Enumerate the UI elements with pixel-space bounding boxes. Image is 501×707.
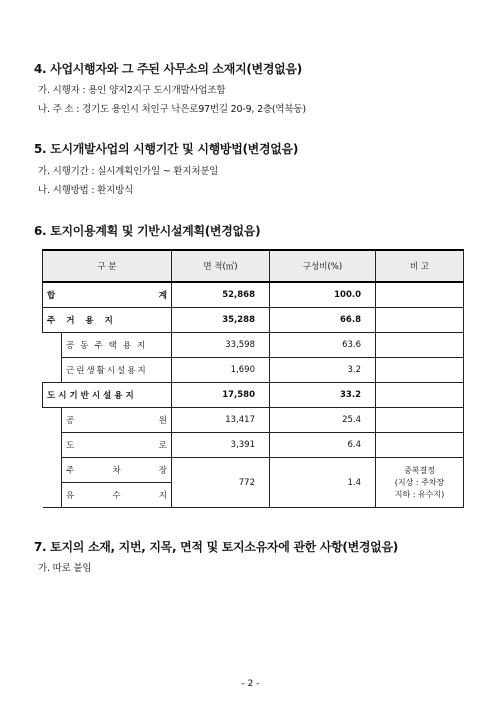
- park-label-b: 원: [158, 416, 167, 426]
- total-ratio: 100.0: [270, 282, 376, 308]
- section-4-line-1: 가. 시행자 : 용인 양지2지구 도시개발사업조합: [38, 85, 226, 96]
- table-row-road: [43, 433, 464, 458]
- infra-remarks: [376, 383, 464, 408]
- road-area: 3,391: [172, 433, 270, 458]
- residential-remarks: [376, 308, 464, 333]
- road-label: [62, 433, 172, 458]
- residential-area: 35,288: [172, 308, 270, 333]
- neighborhood-area: 1,690: [172, 358, 270, 383]
- note-line-1: 중복결정: [404, 465, 435, 475]
- reservoir-label-b: 수: [112, 491, 121, 501]
- section-6-title: 6. 토지이용계획 및 기반시설계획(변경없음): [34, 224, 261, 238]
- table-row-housing: [43, 333, 464, 358]
- park-ratio: 25.4: [270, 408, 376, 433]
- park-label: [62, 408, 172, 433]
- residential-label: 주거용지: [43, 308, 172, 333]
- table-row-parking: [43, 458, 464, 483]
- reservoir-label: [62, 483, 172, 508]
- header-area: 면 적(㎡): [172, 250, 270, 282]
- total-label: [43, 282, 172, 308]
- infra-area: 17,580: [172, 383, 270, 408]
- table-row-infrastructure: [43, 383, 464, 408]
- total-label-a: 합: [47, 291, 56, 301]
- section-7-title: 7. 토지의 소재, 지번, 지목, 면적 및 토지소유자에 관한 사항(변경없음): [34, 540, 398, 554]
- header-ratio: 구성비(%): [270, 250, 376, 282]
- table-header-row: [43, 250, 464, 282]
- section-5-line-1: 가. 시행기간 : 실시계획인가일 ~ 환지처분일: [38, 166, 219, 177]
- park-area: 13,417: [172, 408, 270, 433]
- header-category: 구 분: [43, 250, 172, 282]
- table-row-total: [43, 282, 464, 308]
- road-remarks: [376, 433, 464, 458]
- road-ratio: 6.4: [270, 433, 376, 458]
- parking-reservoir-note: [376, 458, 464, 508]
- parking-label-b: 차: [112, 466, 121, 476]
- table-row-residential: [43, 308, 464, 333]
- section-5-title: 5. 도시개발사업의 시행기간 및 시행방법(변경없음): [34, 142, 299, 156]
- park-remarks: [376, 408, 464, 433]
- reservoir-label-a: 유: [66, 491, 75, 501]
- residential-ratio: 66.8: [270, 308, 376, 333]
- neighborhood-remarks: [376, 358, 464, 383]
- housing-remarks: [376, 333, 464, 358]
- parking-label-a: 주: [66, 466, 75, 476]
- land-use-table: [42, 249, 464, 508]
- section-4-line-2: 나. 주 소 : 경기도 용인시 처인구 낙은로97번길 20-9, 2층(역북동): [38, 104, 306, 115]
- table-row-neighborhood: [43, 358, 464, 383]
- housing-ratio: 63.6: [270, 333, 376, 358]
- section-4-title: 4. 사업시행자와 그 주된 사무소의 소재지(변경없음): [34, 62, 302, 76]
- note-line-3: 지하 : 유수지): [394, 489, 445, 499]
- table-row-park: [43, 408, 464, 433]
- header-remarks: 비 고: [376, 250, 464, 282]
- page-number: - 2 -: [241, 679, 260, 689]
- infra-ratio: 33.2: [270, 383, 376, 408]
- reservoir-label-c: 지: [158, 491, 167, 501]
- total-label-b: 계: [158, 291, 167, 301]
- parking-label: [62, 458, 172, 483]
- parking-reservoir-area: 772: [172, 458, 270, 508]
- note-line-2: (지상 : 주차장: [394, 477, 445, 487]
- park-label-a: 공: [66, 416, 75, 426]
- neighborhood-label: 근린생활시설용지: [62, 358, 172, 383]
- neighborhood-ratio: 3.2: [270, 358, 376, 383]
- housing-label: 공동주택용지: [62, 333, 172, 358]
- parking-label-c: 장: [158, 466, 167, 476]
- parking-reservoir-ratio: 1.4: [270, 458, 376, 508]
- road-label-b: 로: [158, 441, 167, 451]
- section-5-line-2: 나. 시행방법 : 환지방식: [38, 185, 134, 196]
- road-label-a: 도: [66, 441, 75, 451]
- total-area: 52,868: [172, 282, 270, 308]
- infra-label: 도시기반시설용지: [43, 383, 172, 408]
- section-7-line-1: 가. 따로 붙임: [38, 563, 92, 574]
- total-remarks: [376, 282, 464, 308]
- housing-area: 33,598: [172, 333, 270, 358]
